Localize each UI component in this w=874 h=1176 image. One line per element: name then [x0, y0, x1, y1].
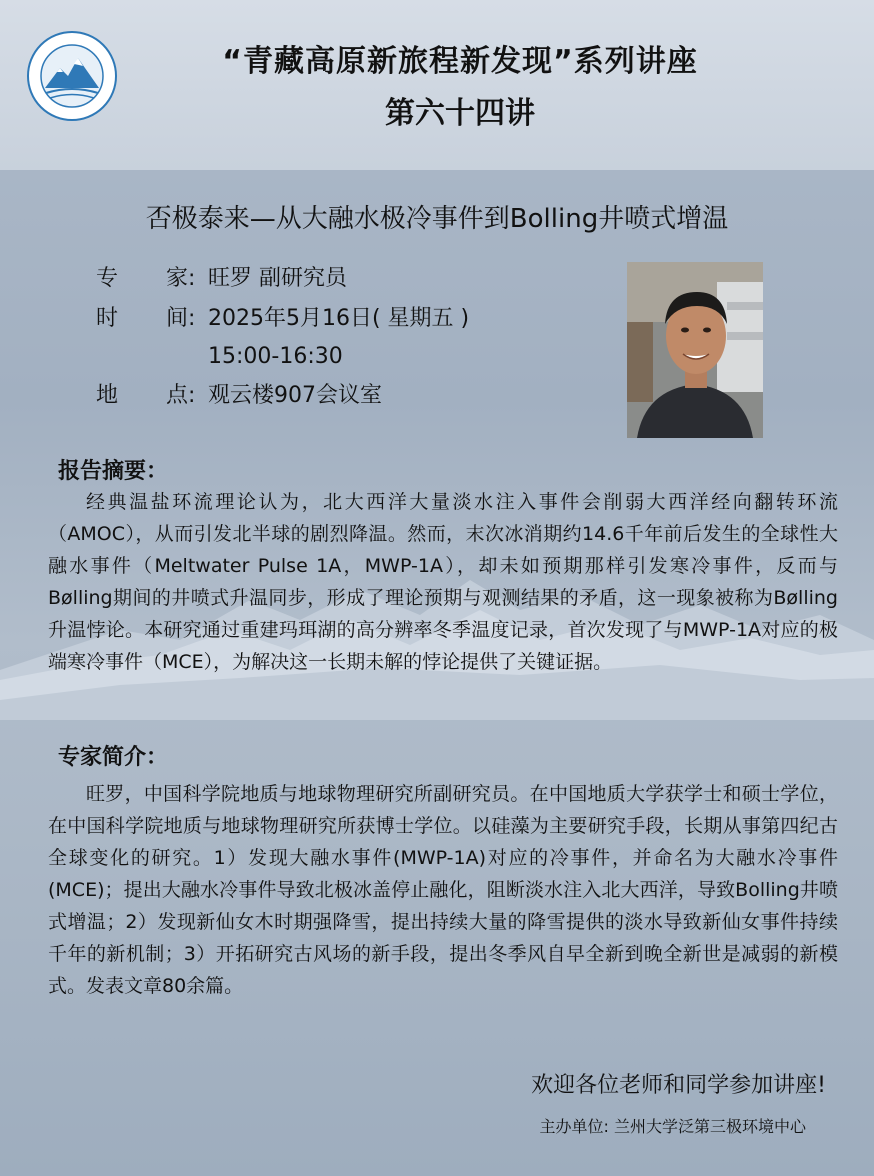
abstract-heading: 报告摘要： [58, 459, 169, 484]
time-value-2: 15:00-16:30 [208, 344, 343, 369]
center-logo [26, 30, 118, 122]
time-row-2 [208, 342, 343, 372]
speaker-colon: : [188, 266, 196, 291]
abstract-text: 经典温盐环流理论认为，北大西洋大量淡水注入事件会削弱大西洋经向翻转环流（AMOC），从而引发北半球的剧烈降温。然而，末次冰消期约14.6千年前后发生的全球性大融水事件（Meltwater Pulse 1A，MWP-1A），却未如预期那样引发寒冷事件，反而与Bølling期间的井喷式升温同步，形成了理论预期与观测结果的矛盾，这一现象被称为Bølling升温悖论。本研究通过重建玛珥湖的高分辨率冬季温度记录，首次发现了与MWP-1A对应的极端寒冷事件（MCE），为解决这一长期未解的悖论提供了关键证据。 [48, 491, 838, 673]
time-value: 2025年5月16日( 星期五 ) [208, 306, 470, 331]
lecture-number: 第六十四讲 [385, 96, 535, 131]
speaker-row [96, 264, 347, 294]
speaker-photo [627, 262, 763, 438]
bio-heading: 专家简介： [58, 745, 169, 770]
organizer: 主办单位: 兰州大学泛第三极环境中心 [539, 1117, 806, 1136]
time-row [96, 304, 469, 334]
place-colon: : [188, 383, 196, 408]
bio-text: 旺罗，中国科学院地质与地球物理研究所副研究员。在中国地质大学获学士和硕士学位，在中国科学院地质与地球物理研究所获博士学位。以硅藻为主要研究手段，长期从事第四纪古全球变化的研究。1）发现大融水事件(MWP-1A)对应的冷事件，并命名为大融水冷事件(MCE)；提出大融水冷事件导致北极冰盖停止融化，阻断淡水注入北大西洋，导致Bolling井喷式增温；2）发现新仙女木时期强降雪，提出持续大量的降雪提供的淡水导致新仙女事件持续千年的新机制；3）开拓研究古风场的新手段，提出冬季风自早全新到晚全新世是减弱的新模式。发表文章80余篇。 [48, 783, 838, 997]
place-label: 地 点 [96, 383, 188, 408]
speaker-label: 专 家 [96, 266, 188, 291]
time-label: 时 间 [96, 306, 188, 331]
time-colon: : [188, 306, 196, 331]
place-value: 观云楼907会议室 [208, 383, 382, 408]
speaker-value: 旺罗 副研究员 [208, 266, 347, 291]
talk-title: 否极泰来—从大融水极冷事件到Bolling井喷式增温 [145, 204, 729, 234]
place-row [96, 381, 382, 411]
series-title: “青藏高原新旅程新发现”系列讲座 [222, 44, 698, 79]
welcome-message: 欢迎各位老师和同学参加讲座! [531, 1073, 826, 1098]
header-band [0, 0, 874, 170]
